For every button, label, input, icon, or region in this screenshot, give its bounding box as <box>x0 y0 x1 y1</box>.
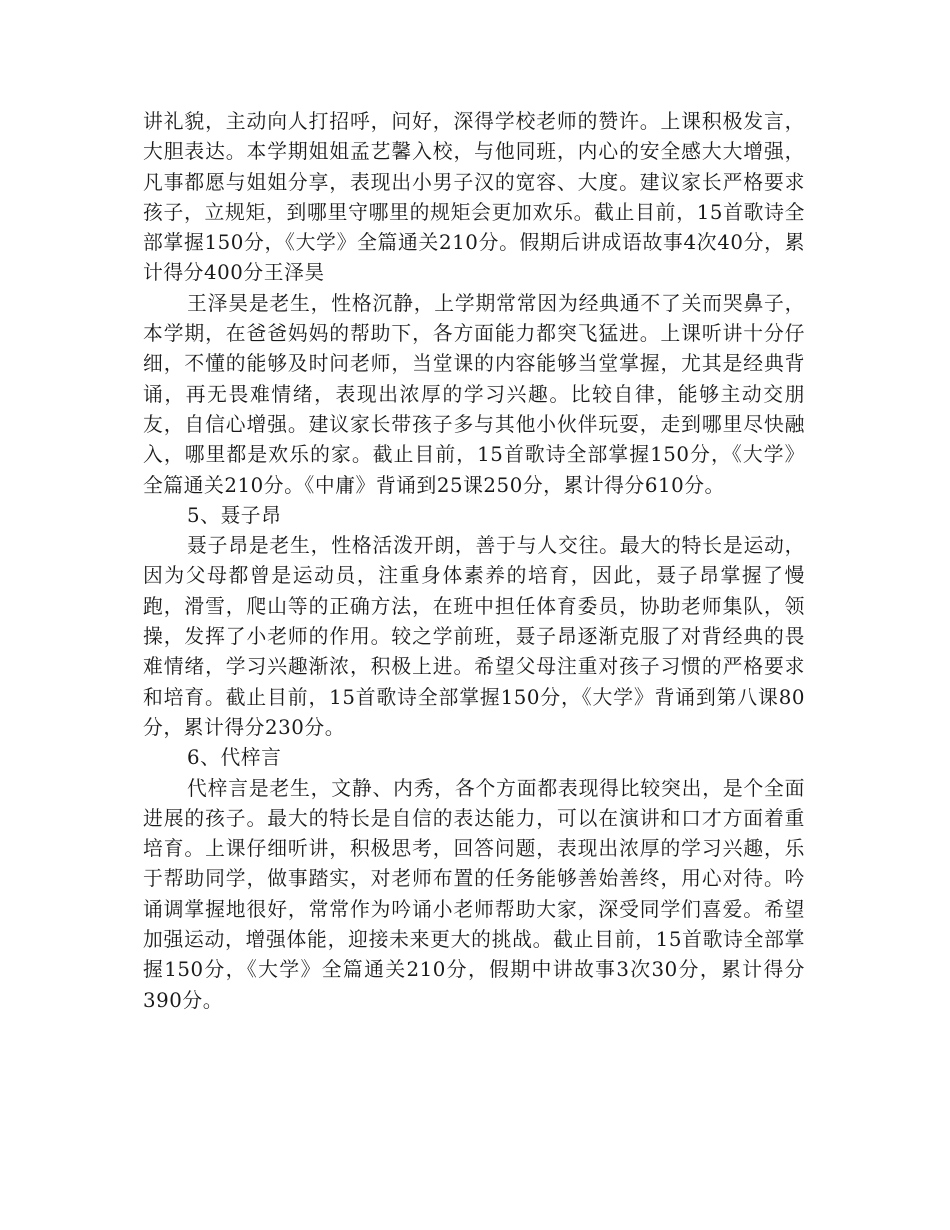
paragraph-3: 聂子昂是老生，性格活泼开朗，善于与人交往。最大的特长是运动，因为父母都曾是运动员，注重身体素养的培育，因此，聂子昂掌握了慢跑，滑雪，爬山等的正确方法，在班中担任体育委员，协助老师集队，领操，发挥了小老师的作用。较之学前班，聂子昂逐渐克服了对背经典的畏难情绪，学习兴趣渐浓，积极上进。希望父母注重对孩子习惯的严格要求和培育。截止目前，15首歌诗全部掌握150分，《大学》背诵到第八课80分，累计得分230分。 <box>143 534 805 739</box>
paragraph-1: 讲礼貌，主动向人打招呼，问好，深得学校老师的赞许。上课积极发言，大胆表达。本学期姐姐孟艺馨入校，与他同班，内心的安全感大大增强，凡事都愿与姐姐分享，表现出小男子汉的宽容、大度。建议家长严格要求孩子，立规矩，到哪里守哪里的规矩会更加欢乐。截止目前，15首歌诗全部掌握150分，《大学》全篇通关210分。假期后讲成语故事4次40分，累计得分400分王泽昊 <box>143 110 805 285</box>
paragraph-4: 代梓言是老生，文静、内秀，各个方面都表现得比较突出，是个全面进展的孩子。最大的特长是自信的表达能力，可以在演讲和口才方面着重培育。上课仔细听讲，积极思考，回答问题，表现出浓厚的学习兴趣，乐于帮助同学，做事踏实，对老师布置的任务能够善始善终，用心对待。吟诵调掌握地很好，常常作为吟诵小老师帮助大家，深受同学们喜爱。希望加强运动，增强体能，迎接未来更大的挑战。截止目前，15首歌诗全部掌握150分，《大学》全篇通关210分，假期中讲故事3次30分，累计得分390分。 <box>143 776 805 1012</box>
section-heading-6: 6、代梓言 <box>187 746 282 770</box>
section-heading-5: 5、聂子昂 <box>187 503 282 527</box>
paragraph-2: 王泽昊是老生，性格沉静，上学期常常因为经典通不了关而哭鼻子，本学期，在爸爸妈妈的帮助下，各方面能力都突飞猛进。上课听讲十分仔细，不懂的能够及时问老师，当堂课的内容能够当堂掌握，尤其是经典背诵，再无畏难情绪，表现出浓厚的学习兴趣。比较自律，能够主动交朋友，自信心增强。建议家长带孩子多与其他小伙伴玩耍，走到哪里尽快融入，哪里都是欢乐的家。截止目前，15首歌诗全部掌握150分，《大学》全篇通关210分。《中庸》背诵到25课250分，累计得分610分。 <box>143 291 805 497</box>
document-page <box>143 107 805 1016</box>
